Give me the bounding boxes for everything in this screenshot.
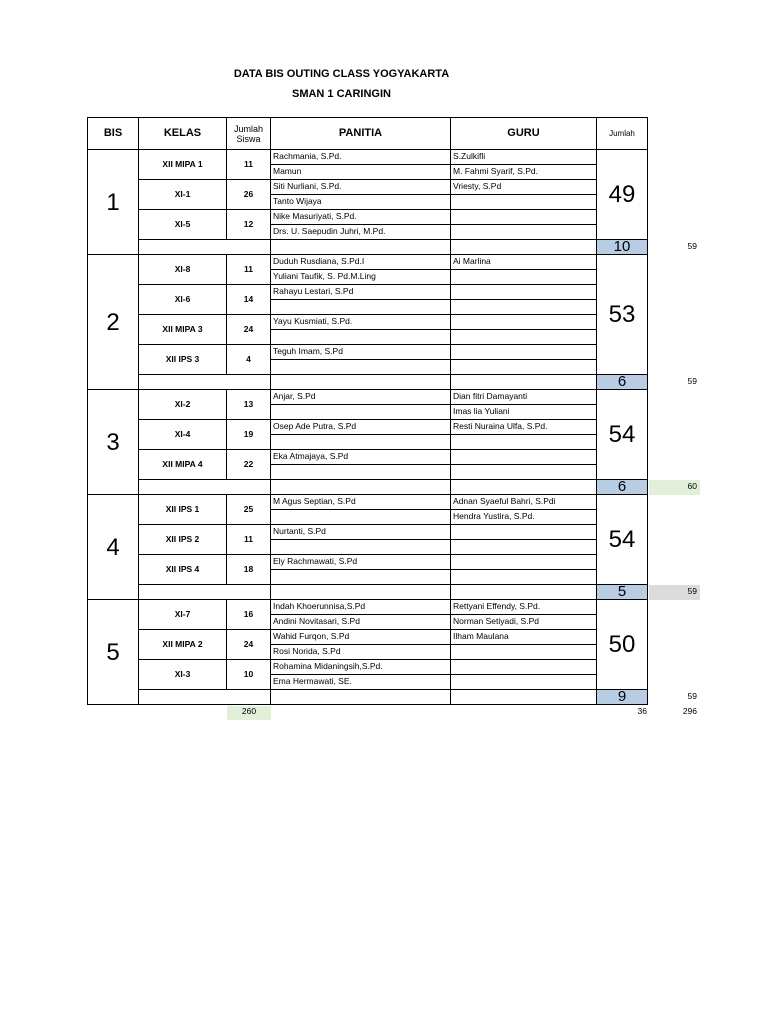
spacer-cell (451, 585, 597, 600)
class-name: XI-2 (139, 390, 227, 420)
class-count: 16 (227, 600, 271, 630)
panitia-name: Ely Rachmawati, S.Pd (271, 555, 451, 570)
guru-name: Imas lia Yuliani (451, 405, 597, 420)
panitia-name (271, 570, 451, 585)
panitia-name: Yuliani Taufik, S. Pd.M.Ling (271, 270, 451, 285)
guru-name: Adnan Syaeful Bahri, S.Pdi (451, 495, 597, 510)
spacer-cell (271, 375, 451, 390)
guru-name (451, 315, 597, 330)
panitia-name: M Agus Septian, S.Pd (271, 495, 451, 510)
class-count: 22 (227, 450, 271, 480)
table-row (88, 150, 648, 165)
panitia-name: Mamun (271, 165, 451, 180)
panitia-name: Teguh Imam, S.Pd (271, 345, 451, 360)
table-row (88, 345, 648, 360)
guru-name (451, 285, 597, 300)
guru-name (451, 345, 597, 360)
bus-remaining: 6 (597, 480, 648, 495)
class-name: XI-7 (139, 600, 227, 630)
guru-name (451, 330, 597, 345)
panitia-name: Duduh Rusdiana, S.Pd.I (271, 255, 451, 270)
spacer-cell (271, 480, 451, 495)
panitia-name: Andini Novitasari, S.Pd (271, 615, 451, 630)
bus-number: 1 (88, 150, 139, 255)
class-name: XII MIPA 3 (139, 315, 227, 345)
table-row (88, 555, 648, 570)
guru-name (451, 540, 597, 555)
table-row (88, 480, 648, 495)
bus-side-total: 59 (687, 240, 697, 251)
class-count: 14 (227, 285, 271, 315)
table-row (88, 525, 648, 540)
header-kelas: KELAS (139, 118, 227, 150)
bus-side-total: 59 (687, 375, 697, 386)
guru-name: M. Fahmi Syarif, S.Pd. (451, 165, 597, 180)
spacer-cell (271, 240, 451, 255)
header-guru: GURU (451, 118, 597, 150)
class-name: XII IPS 2 (139, 525, 227, 555)
bus-total: 53 (597, 255, 648, 375)
guru-name: Ilham Maulana (451, 630, 597, 645)
guru-name (451, 225, 597, 240)
guru-name (451, 675, 597, 690)
table-row (88, 210, 648, 225)
class-count: 12 (227, 210, 271, 240)
class-name: XI-6 (139, 285, 227, 315)
guru-name (451, 195, 597, 210)
class-name: XI-4 (139, 420, 227, 450)
spacer-cell (139, 585, 271, 600)
bus-number: 4 (88, 495, 139, 600)
table-body (88, 150, 648, 705)
table-row (88, 180, 648, 195)
class-name: XI-1 (139, 180, 227, 210)
table-row (88, 495, 648, 510)
panitia-name: Nurtanti, S.Pd (271, 525, 451, 540)
bus-table (87, 117, 648, 705)
panitia-name (271, 540, 451, 555)
guru-name: Ai Marlina (451, 255, 597, 270)
header-jumlah: Jumlah (597, 118, 648, 150)
guru-name (451, 660, 597, 675)
total-students: 260 (227, 706, 271, 720)
spacer-cell (139, 480, 271, 495)
guru-name: Hendra Yustira, S.Pd. (451, 510, 597, 525)
bus-number: 2 (88, 255, 139, 390)
panitia-name: Yayu Kusmiati, S.Pd. (271, 315, 451, 330)
class-name: XI-5 (139, 210, 227, 240)
bus-remaining: 6 (597, 375, 648, 390)
table-row (88, 630, 648, 645)
class-name: XI-8 (139, 255, 227, 285)
bus-number: 3 (88, 390, 139, 495)
table-row (88, 660, 648, 675)
table-row (88, 585, 648, 600)
panitia-name (271, 360, 451, 375)
guru-name: S.Zulkifli (451, 150, 597, 165)
table-row (88, 315, 648, 330)
guru-name (451, 525, 597, 540)
guru-name (451, 210, 597, 225)
panitia-name: Drs. U. Saepudin Juhri, M.Pd. (271, 225, 451, 240)
panitia-name: Rosi Norida, S.Pd (271, 645, 451, 660)
bus-remaining: 10 (597, 240, 648, 255)
header-bis: BIS (88, 118, 139, 150)
spacer-cell (139, 690, 271, 705)
table-row (88, 600, 648, 615)
table-row (88, 450, 648, 465)
panitia-name: Anjar, S.Pd (271, 390, 451, 405)
panitia-name (271, 405, 451, 420)
header-panitia: PANITIA (271, 118, 451, 150)
class-name: XII IPS 4 (139, 555, 227, 585)
bus-number: 5 (88, 600, 139, 705)
bus-side-total: 59 (687, 585, 697, 596)
guru-name: Dian fitri Damayanti (451, 390, 597, 405)
class-count: 25 (227, 495, 271, 525)
panitia-name (271, 465, 451, 480)
bus-side-total: 60 (687, 480, 697, 491)
guru-name (451, 450, 597, 465)
class-count: 24 (227, 315, 271, 345)
panitia-name: Eka Atmajaya, S.Pd (271, 450, 451, 465)
guru-name: Norman Setiyadi, S.Pd (451, 615, 597, 630)
guru-name (451, 555, 597, 570)
panitia-name (271, 435, 451, 450)
guru-name (451, 435, 597, 450)
bus-total: 49 (597, 150, 648, 240)
spacer-cell (139, 375, 271, 390)
panitia-name: Tanto Wijaya (271, 195, 451, 210)
bus-total: 50 (597, 600, 648, 690)
guru-name: Rettyani Effendy, S.Pd. (451, 600, 597, 615)
panitia-name: Nike Masuriyati, S.Pd. (271, 210, 451, 225)
spacer-cell (451, 480, 597, 495)
bus-remaining: 9 (597, 690, 648, 705)
class-count: 18 (227, 555, 271, 585)
panitia-name: Wahid Furqon, S.Pd (271, 630, 451, 645)
guru-name (451, 465, 597, 480)
panitia-name (271, 300, 451, 315)
guru-name (451, 645, 597, 660)
table-row (88, 420, 648, 435)
bus-total: 54 (597, 390, 648, 480)
spacer-cell (271, 690, 451, 705)
spacer-cell (451, 240, 597, 255)
table-row (88, 375, 648, 390)
spacer-cell (451, 690, 597, 705)
class-count: 10 (227, 660, 271, 690)
class-name: XII IPS 3 (139, 345, 227, 375)
grand-total: 296 (682, 705, 697, 716)
panitia-name (271, 510, 451, 525)
panitia-name: Ema Hermawati, SE. (271, 675, 451, 690)
guru-name (451, 360, 597, 375)
class-count: 24 (227, 630, 271, 660)
guru-name (451, 300, 597, 315)
spacer-cell (271, 585, 451, 600)
table-row (88, 255, 648, 270)
spacer-cell (451, 375, 597, 390)
guru-name: Vriesty, S.Pd (451, 180, 597, 195)
bus-remaining: 5 (597, 585, 648, 600)
class-name: XII MIPA 4 (139, 450, 227, 480)
class-name: XII IPS 1 (139, 495, 227, 525)
guru-name (451, 570, 597, 585)
class-name: XII MIPA 2 (139, 630, 227, 660)
class-count: 26 (227, 180, 271, 210)
bus-side-total: 59 (687, 690, 697, 701)
document-subtitle: SMAN 1 CARINGIN (291, 88, 391, 100)
guru-name: Resti Nuraina Ulfa, S.Pd. (451, 420, 597, 435)
header-row (88, 118, 648, 150)
panitia-name: Indah Khoerunnisa,S.Pd (271, 600, 451, 615)
class-count: 4 (227, 345, 271, 375)
panitia-name: Rahayu Lestari, S.Pd (271, 285, 451, 300)
panitia-name: Rohamina Midaningsih,S.Pd. (271, 660, 451, 675)
table-row (88, 690, 648, 705)
header-jumlah-siswa: Jumlah Siswa (227, 118, 271, 150)
class-name: XII MIPA 1 (139, 150, 227, 180)
table-row (88, 285, 648, 300)
class-count: 11 (227, 150, 271, 180)
document-title: DATA BIS OUTING CLASS YOGYAKARTA (233, 68, 450, 80)
class-count: 11 (227, 525, 271, 555)
class-name: XI-3 (139, 660, 227, 690)
guru-name (451, 270, 597, 285)
spacer-cell (139, 240, 271, 255)
class-count: 19 (227, 420, 271, 450)
bus-total: 54 (597, 495, 648, 585)
panitia-name: Rachmania, S.Pd. (271, 150, 451, 165)
class-count: 13 (227, 390, 271, 420)
panitia-name: Siti Nurliani, S.Pd. (271, 180, 451, 195)
panitia-name: Osep Ade Putra, S.Pd (271, 420, 451, 435)
total-remaining: 36 (637, 705, 647, 716)
table-row (88, 390, 648, 405)
panitia-name (271, 330, 451, 345)
class-count: 11 (227, 255, 271, 285)
table-row (88, 240, 648, 255)
